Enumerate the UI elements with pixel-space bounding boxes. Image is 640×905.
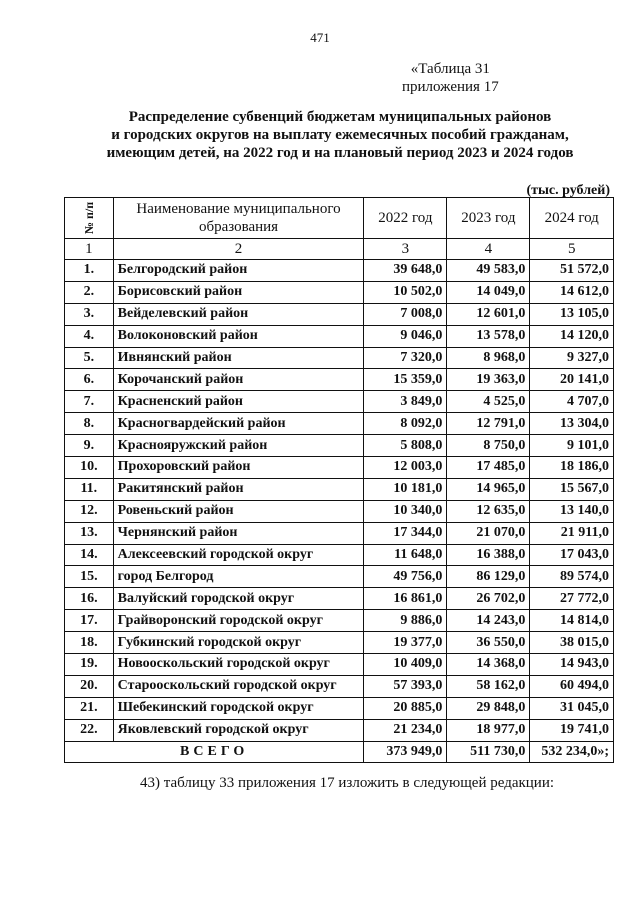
table-row [65,435,614,457]
value-2022: 12 003,0 [364,457,447,479]
row-number: 15. [65,566,114,588]
value-2024: 20 141,0 [530,369,614,391]
municipality-name: Чернянский район [113,522,364,544]
row-number: 18. [65,632,114,654]
row-number: 4. [65,325,114,347]
row-number: 6. [65,369,114,391]
municipality-name: город Белгород [113,566,364,588]
value-2023: 21 070,0 [447,522,530,544]
value-2022: 10 340,0 [364,500,447,522]
municipality-name: Новооскольский городской округ [113,654,364,676]
table-body [65,260,614,742]
table-row [65,347,614,369]
value-2022: 21 234,0 [364,719,447,741]
value-2022: 15 359,0 [364,369,447,391]
value-2022: 7 320,0 [364,347,447,369]
heading-line-1: Распределение субвенций бюджетам муниципальных районов [128,109,552,125]
municipality-name: Белгородский район [113,260,364,282]
value-2024: 14 814,0 [530,610,614,632]
value-2024: 60 494,0 [530,675,614,697]
table-heading [90,108,590,162]
value-2022: 17 344,0 [364,522,447,544]
value-2024: 17 043,0 [530,544,614,566]
municipality-name: Борисовский район [113,281,364,303]
row-number: 8. [65,413,114,435]
table-reference-line-2: приложения 17 [402,79,499,95]
row-number: 16. [65,588,114,610]
municipality-name: Краснояружский район [113,435,364,457]
header-2023: 2023 год [447,198,530,239]
column-index: 4 [447,239,530,260]
value-2024: 89 574,0 [530,566,614,588]
municipality-name: Алексеевский городской округ [113,544,364,566]
footer-instruction: 43) таблицу 33 приложения 17 изложить в следующей редакции: [140,775,555,791]
municipality-name: Волоконовский район [113,325,364,347]
subsidy-table [64,197,614,763]
value-2023: 14 368,0 [447,654,530,676]
value-2023: 8 750,0 [447,435,530,457]
value-2022: 19 377,0 [364,632,447,654]
column-index: 2 [113,239,364,260]
municipality-name: Грайворонский городской округ [113,610,364,632]
value-2023: 4 525,0 [447,391,530,413]
value-2023: 49 583,0 [447,260,530,282]
value-2023: 16 388,0 [447,544,530,566]
value-2023: 12 635,0 [447,500,530,522]
value-2023: 12 601,0 [447,303,530,325]
value-2023: 19 363,0 [447,369,530,391]
municipality-name: Вейделевский район [113,303,364,325]
value-2022: 9 046,0 [364,325,447,347]
table-row [65,566,614,588]
table-row [65,391,614,413]
table-row [65,325,614,347]
row-number: 21. [65,697,114,719]
value-2024: 21 911,0 [530,522,614,544]
value-2024: 4 707,0 [530,391,614,413]
column-index: 3 [364,239,447,260]
municipality-name: Старооскольский городской округ [113,675,364,697]
row-number: 7. [65,391,114,413]
table-row [65,369,614,391]
value-2024: 51 572,0 [530,260,614,282]
value-2023: 8 968,0 [447,347,530,369]
row-number: 3. [65,303,114,325]
column-index: 5 [530,239,614,260]
municipality-name: Красногвардейский район [113,413,364,435]
row-number: 22. [65,719,114,741]
row-number: 14. [65,544,114,566]
heading-line-3: имеющим детей, на 2022 год и на плановый период 2023 и 2024 годов [106,145,574,161]
municipality-name: Красненский район [113,391,364,413]
value-2024: 9 327,0 [530,347,614,369]
table-row [65,522,614,544]
table-row [65,303,614,325]
value-2024: 27 772,0 [530,588,614,610]
value-2023: 14 965,0 [447,478,530,500]
value-2024: 9 101,0 [530,435,614,457]
value-2022: 3 849,0 [364,391,447,413]
row-number: 13. [65,522,114,544]
header-2024: 2024 год [530,198,614,239]
value-2022: 10 181,0 [364,478,447,500]
row-number: 12. [65,500,114,522]
value-2023: 29 848,0 [447,697,530,719]
page-number: 471 [310,30,330,45]
table-row [65,610,614,632]
total-label: ВСЕГО [65,741,364,763]
table-row [65,260,614,282]
municipality-name: Шебекинский городской округ [113,697,364,719]
table-row [65,588,614,610]
table-row [65,719,614,741]
total-2023: 511 730,0 [447,741,530,763]
municipality-name: Ракитянский район [113,478,364,500]
table-row [65,413,614,435]
value-2024: 18 186,0 [530,457,614,479]
value-2024: 15 567,0 [530,478,614,500]
value-2023: 86 129,0 [447,566,530,588]
value-2024: 38 015,0 [530,632,614,654]
table-row [65,281,614,303]
value-2022: 9 886,0 [364,610,447,632]
municipality-name: Губкинский городской округ [113,632,364,654]
header-2022: 2022 год [364,198,447,239]
table-row [65,697,614,719]
municipality-name: Ивнянский район [113,347,364,369]
value-2022: 39 648,0 [364,260,447,282]
table-row [65,457,614,479]
value-2024: 19 741,0 [530,719,614,741]
table-row [65,654,614,676]
row-number: 1. [65,260,114,282]
heading-line-2: и городских округов на выплату ежемесячных пособий гражданам, [111,127,569,143]
row-number: 17. [65,610,114,632]
municipality-name: Корочанский район [113,369,364,391]
municipality-name: Ровеньский район [113,500,364,522]
row-number: 10. [65,457,114,479]
municipality-name: Яковлевский городской округ [113,719,364,741]
value-2023: 26 702,0 [447,588,530,610]
total-row [65,741,614,763]
value-2022: 7 008,0 [364,303,447,325]
value-2022: 10 409,0 [364,654,447,676]
municipality-name: Валуйский городской округ [113,588,364,610]
value-2022: 10 502,0 [364,281,447,303]
value-2023: 14 243,0 [447,610,530,632]
table-row [65,544,614,566]
value-2024: 14 612,0 [530,281,614,303]
column-index: 1 [65,239,114,260]
value-2023: 12 791,0 [447,413,530,435]
table-row [65,675,614,697]
table-reference [402,60,499,96]
value-2024: 14 120,0 [530,325,614,347]
row-number: 2. [65,281,114,303]
value-2022: 57 393,0 [364,675,447,697]
table-reference-line-1: «Таблица 31 [410,61,490,77]
total-2022: 373 949,0 [364,741,447,763]
total-2024: 532 234,0»; [530,741,614,763]
header-row [65,198,614,239]
value-2023: 13 578,0 [447,325,530,347]
value-2023: 18 977,0 [447,719,530,741]
value-2022: 49 756,0 [364,566,447,588]
value-2024: 14 943,0 [530,654,614,676]
header-num: № п/п [65,198,114,239]
table-row [65,500,614,522]
row-number: 5. [65,347,114,369]
value-2023: 17 485,0 [447,457,530,479]
row-number: 11. [65,478,114,500]
units-label: (тыс. рублей) [526,183,610,198]
value-2023: 36 550,0 [447,632,530,654]
value-2022: 20 885,0 [364,697,447,719]
value-2024: 31 045,0 [530,697,614,719]
value-2022: 16 861,0 [364,588,447,610]
value-2024: 13 304,0 [530,413,614,435]
row-number: 19. [65,654,114,676]
value-2022: 5 808,0 [364,435,447,457]
municipality-name: Прохоровский район [113,457,364,479]
column-index-row [65,239,614,260]
table-row [65,478,614,500]
value-2024: 13 105,0 [530,303,614,325]
value-2024: 13 140,0 [530,500,614,522]
row-number: 9. [65,435,114,457]
value-2022: 11 648,0 [364,544,447,566]
table-row [65,632,614,654]
value-2023: 14 049,0 [447,281,530,303]
row-number: 20. [65,675,114,697]
value-2023: 58 162,0 [447,675,530,697]
header-name: Наименование муниципального образования [113,198,364,239]
value-2022: 8 092,0 [364,413,447,435]
